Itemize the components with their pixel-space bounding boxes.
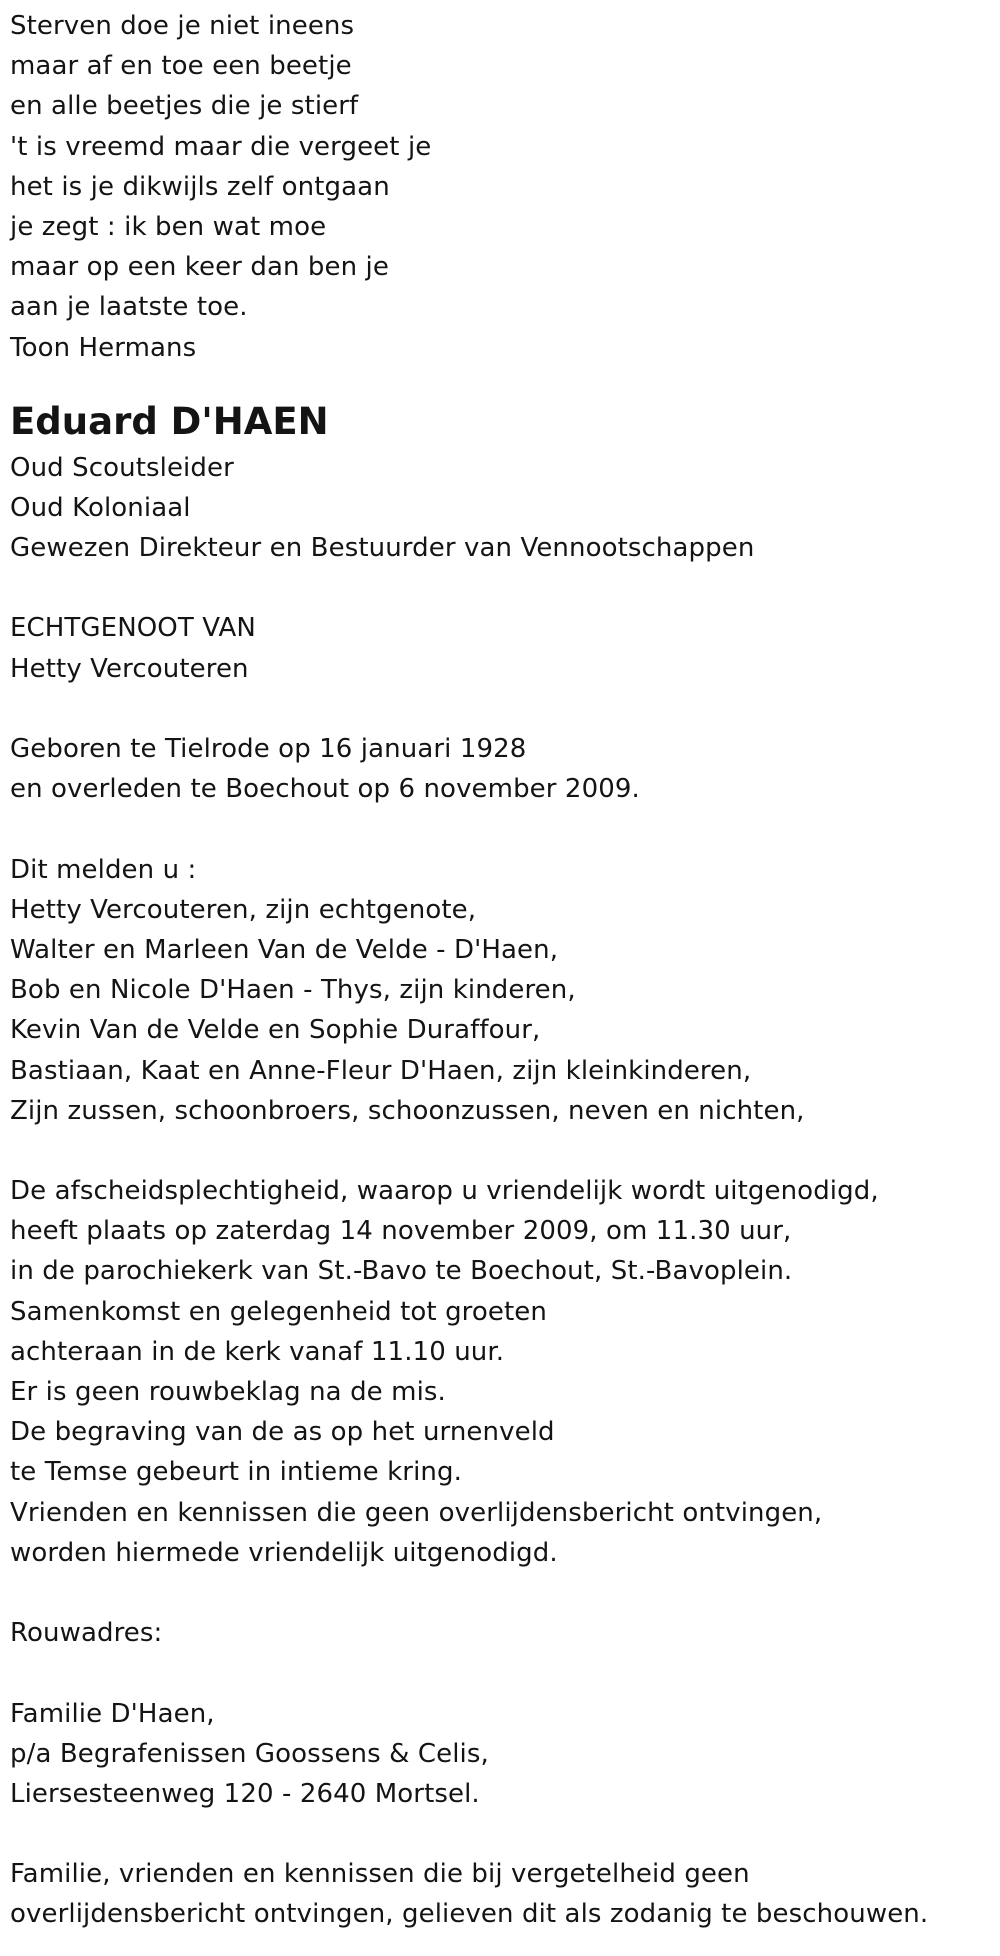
spouse-heading: ECHTGENOOT VAN <box>10 613 256 644</box>
address-label: Rouwadres: <box>10 1618 163 1649</box>
poem-line: en alle beetjes die je stierf <box>10 91 359 122</box>
deceased-title: Oud Koloniaal <box>10 492 191 523</box>
ceremony-line: te Temse gebeurt in intieme kring. <box>10 1457 462 1488</box>
deceased-title: Gewezen Direkteur en Bestuurder van Vennootschappen <box>10 533 755 564</box>
ceremony-line: Vrienden en kennissen die geen overlijdensbericht ontvingen, <box>10 1497 823 1528</box>
announcer-line: Zijn zussen, schoonbroers, schoonzussen, neven en nichten, <box>10 1095 805 1126</box>
announcer-line: Bastiaan, Kaat en Anne-Fleur D'Haen, zijn kleinkinderen, <box>10 1055 752 1086</box>
deceased-title: Oud Scoutsleider <box>10 452 234 483</box>
closing-line: Familie, vrienden en kennissen die bij vergetelheid geen <box>10 1859 750 1890</box>
poem-line: maar op een keer dan ben je <box>10 252 389 283</box>
ceremony-line: in de parochiekerk van St.-Bavo te Boechout, St.-Bavoplein. <box>10 1256 793 1287</box>
spouse-name: Hetty Vercouteren <box>10 653 249 684</box>
address-line: Liersesteenweg 120 - 2640 Mortsel. <box>10 1778 480 1809</box>
ceremony-section <box>10 1171 1000 1573</box>
spacer <box>10 1573 1000 1613</box>
announcer-line: Bob en Nicole D'Haen - Thys, zijn kinderen, <box>10 975 576 1006</box>
dates-section <box>10 729 1000 809</box>
poem-line: 't is vreemd maar die vergeet je <box>10 131 432 162</box>
spouse-section <box>10 608 1000 688</box>
obituary-document <box>0 6 1000 1956</box>
spacer <box>10 689 1000 729</box>
closing-section <box>10 1854 1000 1934</box>
spacer <box>10 1131 1000 1171</box>
announcers-section <box>10 850 1000 1131</box>
address-line: Familie D'Haen, <box>10 1698 215 1729</box>
closing-line: overlijdensbericht ontvingen, gelieven dit als zodanig te beschouwen. <box>10 1899 929 1930</box>
ceremony-line: De begraving van de as op het urnenveld <box>10 1417 555 1448</box>
announcer-line: Dit melden u : <box>10 854 197 885</box>
spacer <box>10 809 1000 849</box>
announcer-line: Kevin Van de Velde en Sophie Duraffour, <box>10 1015 541 1046</box>
ceremony-line: worden hiermede vriendelijk uitgenodigd. <box>10 1537 558 1568</box>
ceremony-line: heeft plaats op zaterdag 14 november 2009, om 11.30 uur, <box>10 1216 792 1247</box>
ceremony-line: De afscheidsplechtigheid, waarop u vriendelijk wordt uitgenodigd, <box>10 1176 879 1207</box>
address-line: p/a Begrafenissen Goossens & Celis, <box>10 1738 489 1769</box>
deceased-name: Eduard D'HAEN <box>10 399 329 443</box>
poem-line: je zegt : ik ben wat moe <box>10 211 327 242</box>
announcer-line: Hetty Vercouteren, zijn echtgenote, <box>10 894 477 925</box>
death-line: en overleden te Boechout op 6 november 2009. <box>10 774 640 805</box>
deceased-titles <box>10 448 1000 569</box>
poem-line: maar af en toe een beetje <box>10 51 352 82</box>
announcer-line: Walter en Marleen Van de Velde - D'Haen, <box>10 934 559 965</box>
poem <box>10 6 1000 368</box>
ceremony-line: Samenkomst en gelegenheid tot groeten <box>10 1296 547 1327</box>
ceremony-line: Er is geen rouwbeklag na de mis. <box>10 1377 446 1407</box>
birth-line: Geboren te Tielrode op 16 januari 1928 <box>10 734 527 764</box>
poem-author: Toon Hermans <box>10 332 197 363</box>
poem-line: aan je laatste toe. <box>10 292 248 323</box>
poem-line: Sterven doe je niet ineens <box>10 11 355 41</box>
address-section <box>10 1694 1000 1815</box>
spacer <box>10 568 1000 608</box>
ceremony-line: achteraan in de kerk vanaf 11.10 uur. <box>10 1336 505 1367</box>
spacer <box>10 1653 1000 1693</box>
poem-line: het is je dikwijls zelf ontgaan <box>10 171 390 202</box>
spacer <box>10 1814 1000 1854</box>
